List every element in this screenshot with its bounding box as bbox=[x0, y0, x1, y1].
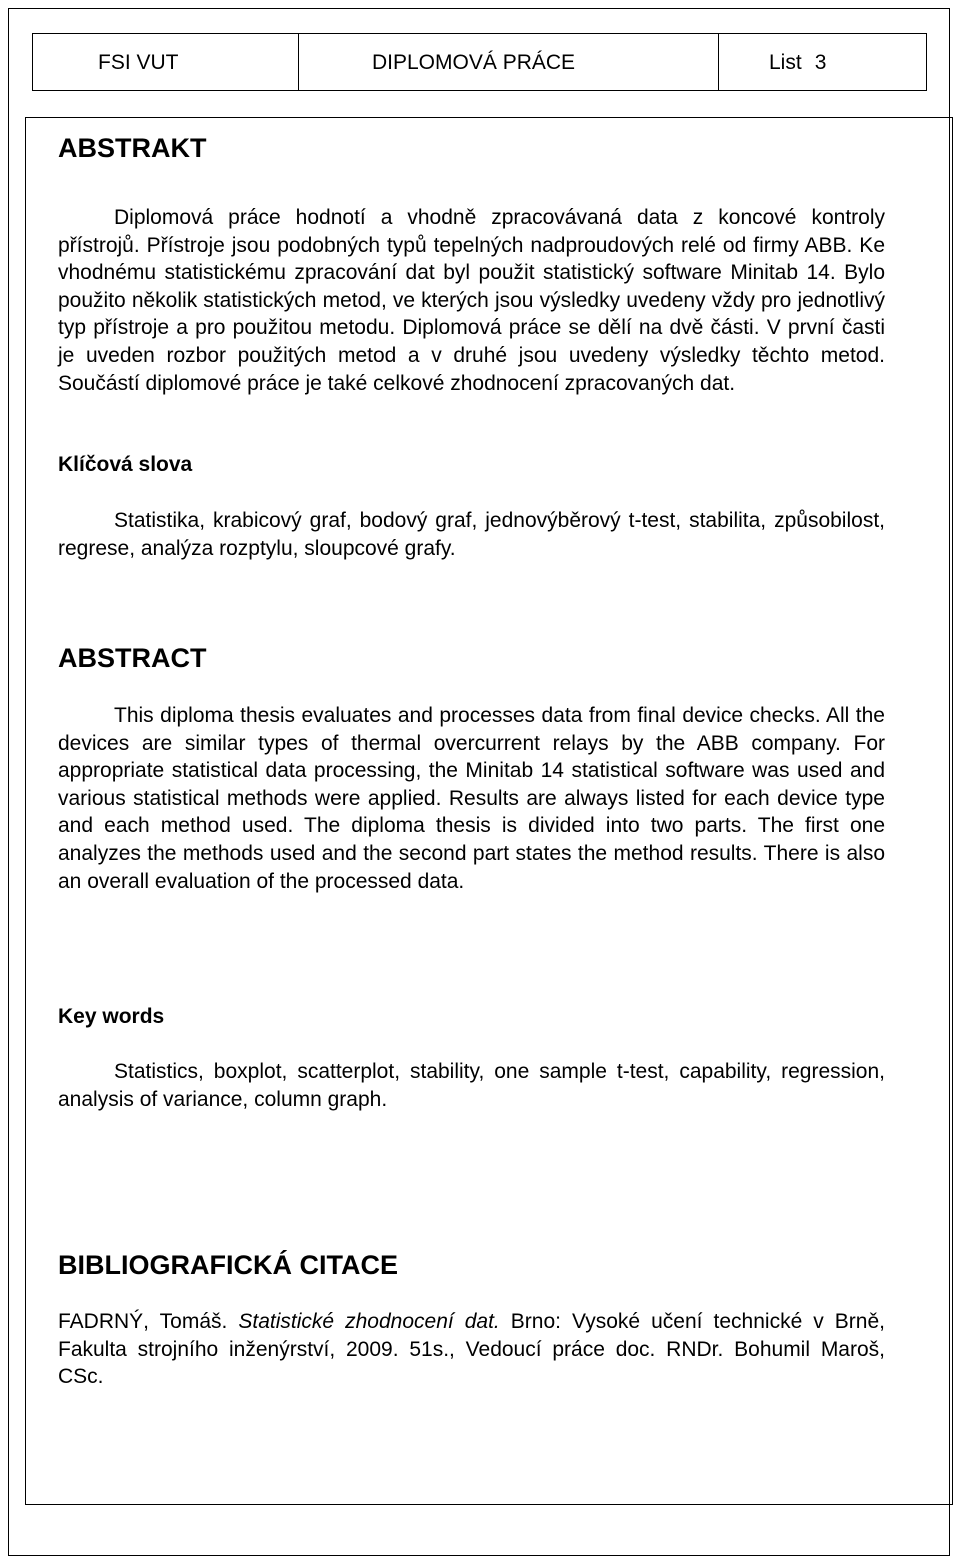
header-doc-type: DIPLOMOVÁ PRÁCE bbox=[372, 51, 576, 74]
citace-author: FADRNÝ, Tomáš. bbox=[58, 1310, 228, 1333]
header-sheet-label: List bbox=[769, 51, 802, 74]
page-header bbox=[32, 33, 927, 91]
klicova-slova-text: Statistika, krabicový graf, bodový graf, jednovýběrový t-test, stabilita, způsobilost, regrese, analýza rozptylu, sloupcové grafy. bbox=[58, 509, 885, 560]
header-sheet bbox=[769, 51, 826, 75]
header-sheet-number: 3 bbox=[814, 51, 827, 74]
header-divider bbox=[718, 34, 719, 90]
key-words-text: Statistics, boxplot, scatterplot, stability, one sample t-test, capability, regression, analysis of variance, column graph. bbox=[58, 1060, 885, 1111]
citace-work-title: Statistické zhodnocení dat. bbox=[238, 1310, 500, 1333]
citace-title: BIBLIOGRAFICKÁ CITACE bbox=[58, 1250, 398, 1280]
citace-text bbox=[58, 1308, 885, 1391]
key-words-title: Key words bbox=[58, 1005, 165, 1028]
header-school: FSI VUT bbox=[98, 51, 179, 74]
citace-details: Brno: Vysoké učení technické v Brně, Fakulta strojního inženýrství, 2009. 51s., Vedoucí práce doc. RNDr. Bohumil Maroš, CSc. bbox=[58, 1310, 885, 1389]
abstrakt-title: ABSTRAKT bbox=[58, 133, 207, 163]
abstrakt-text: Diplomová práce hodnotí a vhodně zpracovávaná data z koncové kontroly přístrojů. Přístroje jsou podobných typů tepelných nadproudových relé od firmy ABB. Ke vhodnému statistickému zpracování dat byl použit statistický software Minitab 14. Bylo použito několik statistických metod, ve kterých jsou výsledky uvedeny vždy pro jednotlivý typ přístroje a pro použitou metodu. Diplomová práce se dělí na dvě části. V první časti je uveden rozbor použitých metod a v druhé jsou uvedeny výsledky těchto metod. Součástí diplomové práce je také celkové zhodnocení zpracovaných dat. bbox=[58, 206, 885, 395]
abstract-title: ABSTRACT bbox=[58, 643, 207, 673]
abstract-text: This diploma thesis evaluates and processes data from final device checks. All the devices are similar types of thermal overcurrent relays by the ABB company. For appropriate statistical data processing, the Minitab 14 statistical software was used and various statistical methods were applied. Results are always listed for each device type and each method used. The diploma thesis is divided into two parts. The first one analyzes the methods used and the second part states the method results. There is also an overall evaluation of the processed data. bbox=[58, 704, 885, 893]
klicova-slova-title: Klíčová slova bbox=[58, 453, 193, 476]
header-divider bbox=[298, 34, 299, 90]
